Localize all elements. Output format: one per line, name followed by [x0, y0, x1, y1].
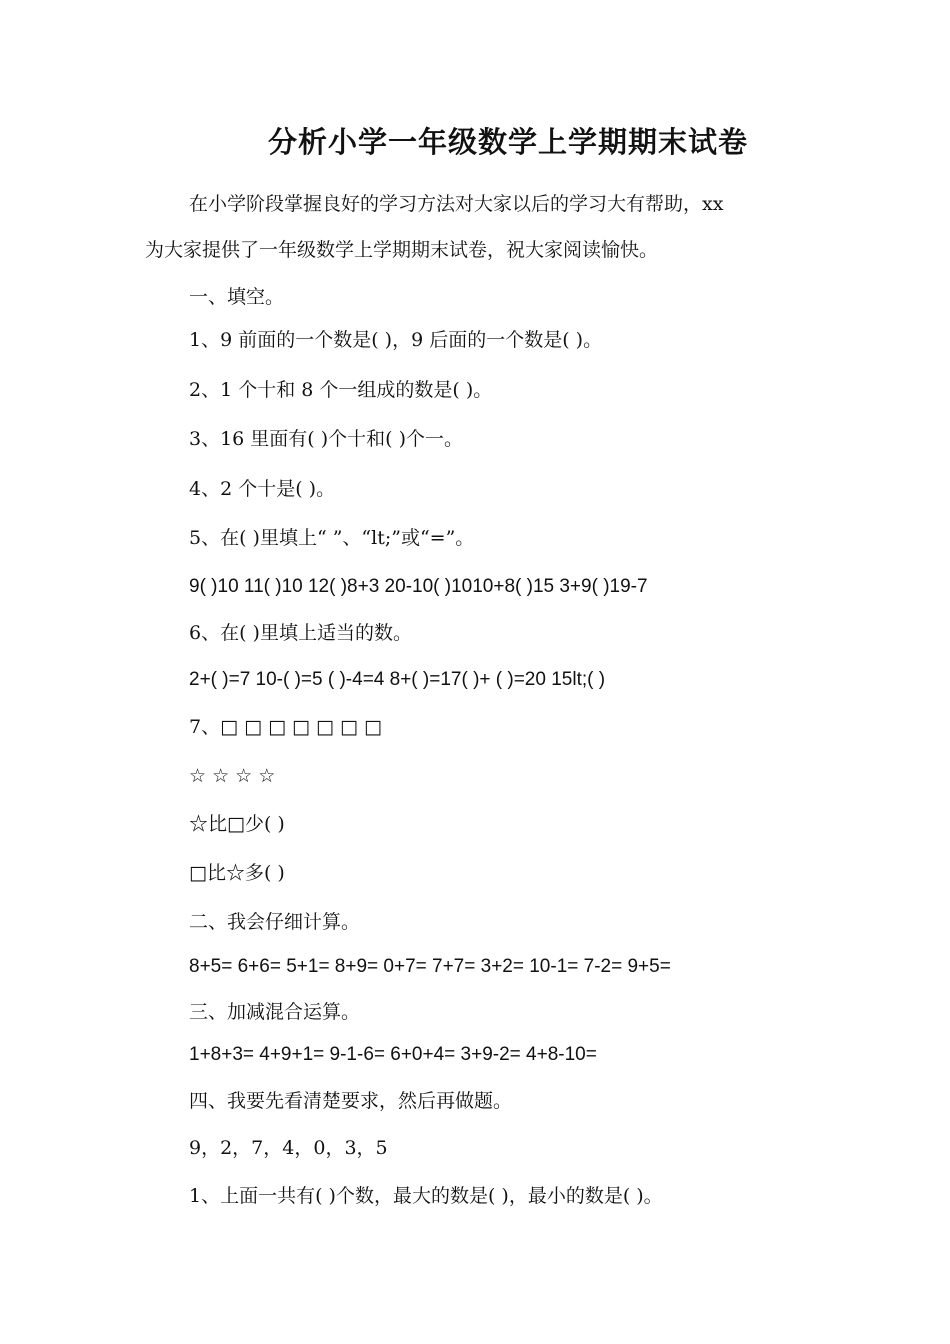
document-title: 分析小学一年级数学上学期期末试卷 [267, 125, 748, 159]
section-heading-calculation: 二、我会仔细计算。 [189, 911, 361, 933]
section-heading-mixed-operations: 三、加减混合运算。 [189, 1001, 361, 1023]
question-line: 2、1 个十和 8 个一组成的数是( )。 [189, 379, 493, 401]
question-line: 5、在( )里填上“ ”、“lt;”或“=”。 [189, 527, 475, 549]
question-line: 1、上面一共有( )个数，最大的数是( )，最小的数是( )。 [189, 1185, 663, 1207]
question-line: 3、16 里面有( )个十和( )个一。 [189, 428, 464, 450]
question-line: 4、2 个十是( )。 [189, 478, 336, 500]
section-heading-fill-blanks: 一、填空。 [189, 286, 285, 308]
question-line: 1、9 前面的一个数是( )，9 后面的一个数是( )。 [189, 329, 603, 351]
exercise-line: 2+( )=7 10-( )=5 ( )-4=4 8+( )=17( )+ ( )=20 15lt;( ) [189, 669, 606, 690]
section-heading-read-carefully: 四、我要先看清楚要求，然后再做题。 [189, 1090, 513, 1112]
exercise-line: 9( )10 11( )10 12( )8+3 20-10( )1010+8( )15 3+9( )19-7 [189, 576, 648, 597]
question-line: □比☆多( ) [189, 862, 285, 884]
question-line: 7、□ □ □ □ □ □ □ [189, 716, 382, 738]
number-list: 9，2，7，4，0，3，5 [189, 1137, 388, 1159]
exercise-line: 1+8+3= 4+9+1= 9-1-6= 6+0+4= 3+9-2= 4+8-10= [189, 1044, 597, 1065]
intro-line-2: 为大家提供了一年级数学上学期期末试卷，祝大家阅读愉快。 [145, 239, 659, 261]
intro-line-1: 在小学阶段掌握良好的学习方法对大家以后的学习大有帮助，xx [189, 193, 724, 215]
question-line: 6、在( )里填上适当的数。 [189, 622, 412, 644]
exercise-line: 8+5= 6+6= 5+1= 8+9= 0+7= 7+7= 3+2= 10-1= 7-2= 9+5= [189, 956, 671, 977]
star-row: ☆ ☆ ☆ ☆ [189, 765, 276, 787]
question-line: ☆比□少( ) [189, 813, 285, 835]
